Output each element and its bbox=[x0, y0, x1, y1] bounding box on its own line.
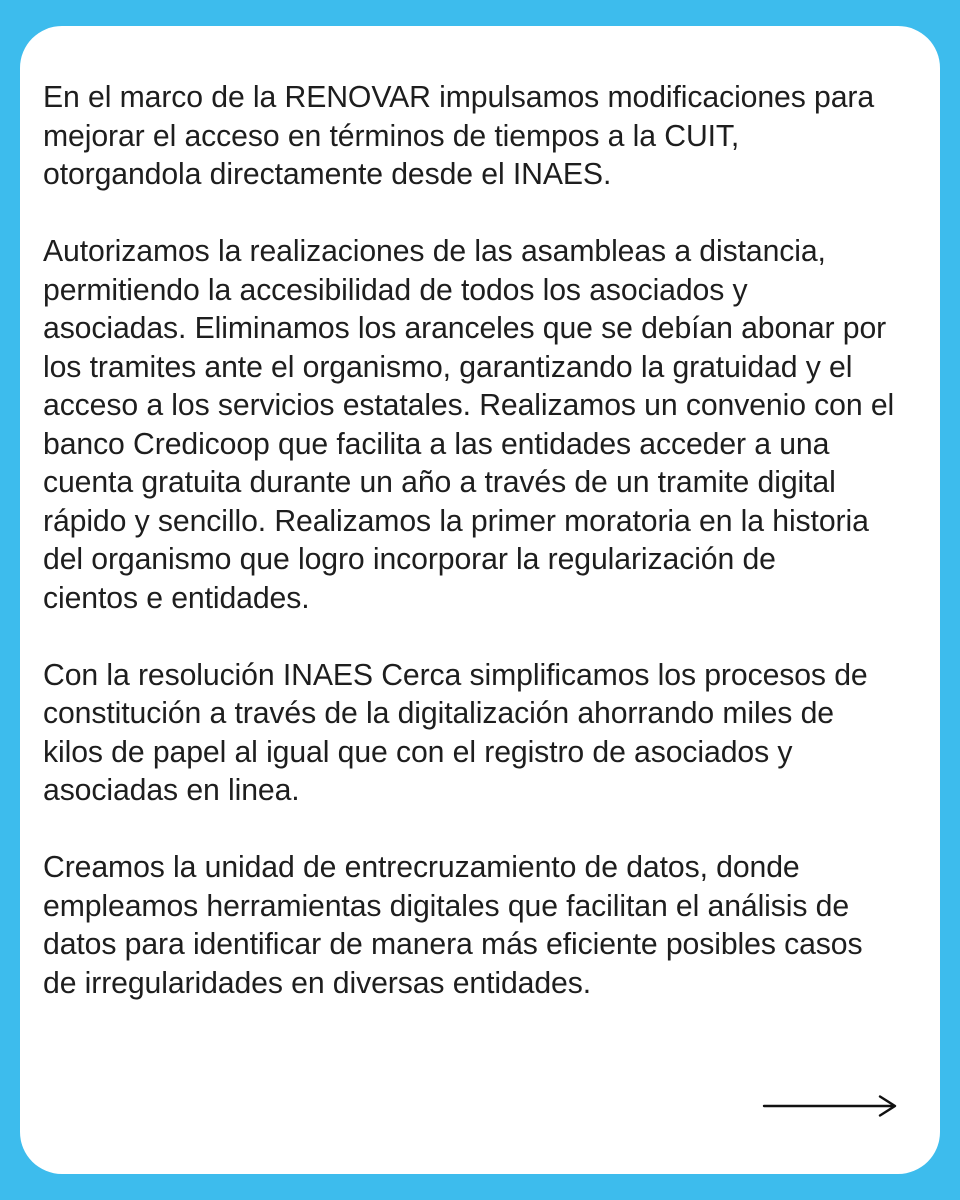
text-line: Autorizamos la realizaciones de las asambleas a distancia, bbox=[43, 235, 826, 268]
text-line: banco Credicoop que facilita a las entidades acceder a una bbox=[43, 427, 830, 461]
paragraph-entrecruzamiento bbox=[43, 849, 923, 1003]
text-line: asociadas. Eliminamos los aranceles que se debían abonar por bbox=[43, 312, 887, 345]
text-line: cientos e entidades. bbox=[43, 581, 310, 615]
text-line: acceso a los servicios estatales. Realizamos un convenio con el bbox=[43, 389, 895, 422]
text-line: de irregularidades en diversas entidades. bbox=[43, 966, 592, 1000]
text-line: asociadas en linea. bbox=[43, 774, 300, 807]
paragraph-asambleas bbox=[43, 233, 923, 618]
text-line: mejorar el acceso en términos de tiempos a la CUIT, bbox=[43, 119, 740, 153]
text-line: otorgandola directamente desde el INAES. bbox=[43, 158, 612, 191]
text-content bbox=[43, 79, 923, 1003]
text-line: En el marco de la RENOVAR impulsamos modificaciones para bbox=[43, 81, 875, 114]
text-line: kilos de papel al igual que con el registro de asociados y bbox=[43, 735, 793, 769]
text-line: rápido y sencillo. Realizamos la primer moratoria en la historia bbox=[43, 504, 869, 538]
text-line: Con la resolución INAES Cerca simplificamos los procesos de bbox=[43, 658, 868, 692]
text-line: los tramites ante el organismo, garantizando la gratuidad y el bbox=[43, 350, 853, 384]
text-line: cuenta gratuita durante un año a través de un tramite digital bbox=[43, 466, 836, 499]
text-line: Creamos la unidad de entrecruzamiento de datos, donde bbox=[43, 851, 800, 884]
text-line: del organismo que logro incorporar la regularización de bbox=[43, 543, 776, 576]
text-line: constitución a través de la digitalización ahorrando miles de bbox=[43, 697, 834, 730]
content-card bbox=[20, 26, 940, 1174]
text-line: permitiendo la accesibilidad de todos los asociados y bbox=[43, 273, 748, 307]
text-line: empleamos herramientas digitales que facilitan el análisis de bbox=[43, 889, 850, 923]
paragraph-inaes-cerca bbox=[43, 657, 923, 811]
text-line: datos para identificar de manera más eficiente posibles casos bbox=[43, 928, 863, 961]
arrow-right-icon[interactable] bbox=[762, 1094, 900, 1118]
paragraph-renovar bbox=[43, 79, 923, 195]
